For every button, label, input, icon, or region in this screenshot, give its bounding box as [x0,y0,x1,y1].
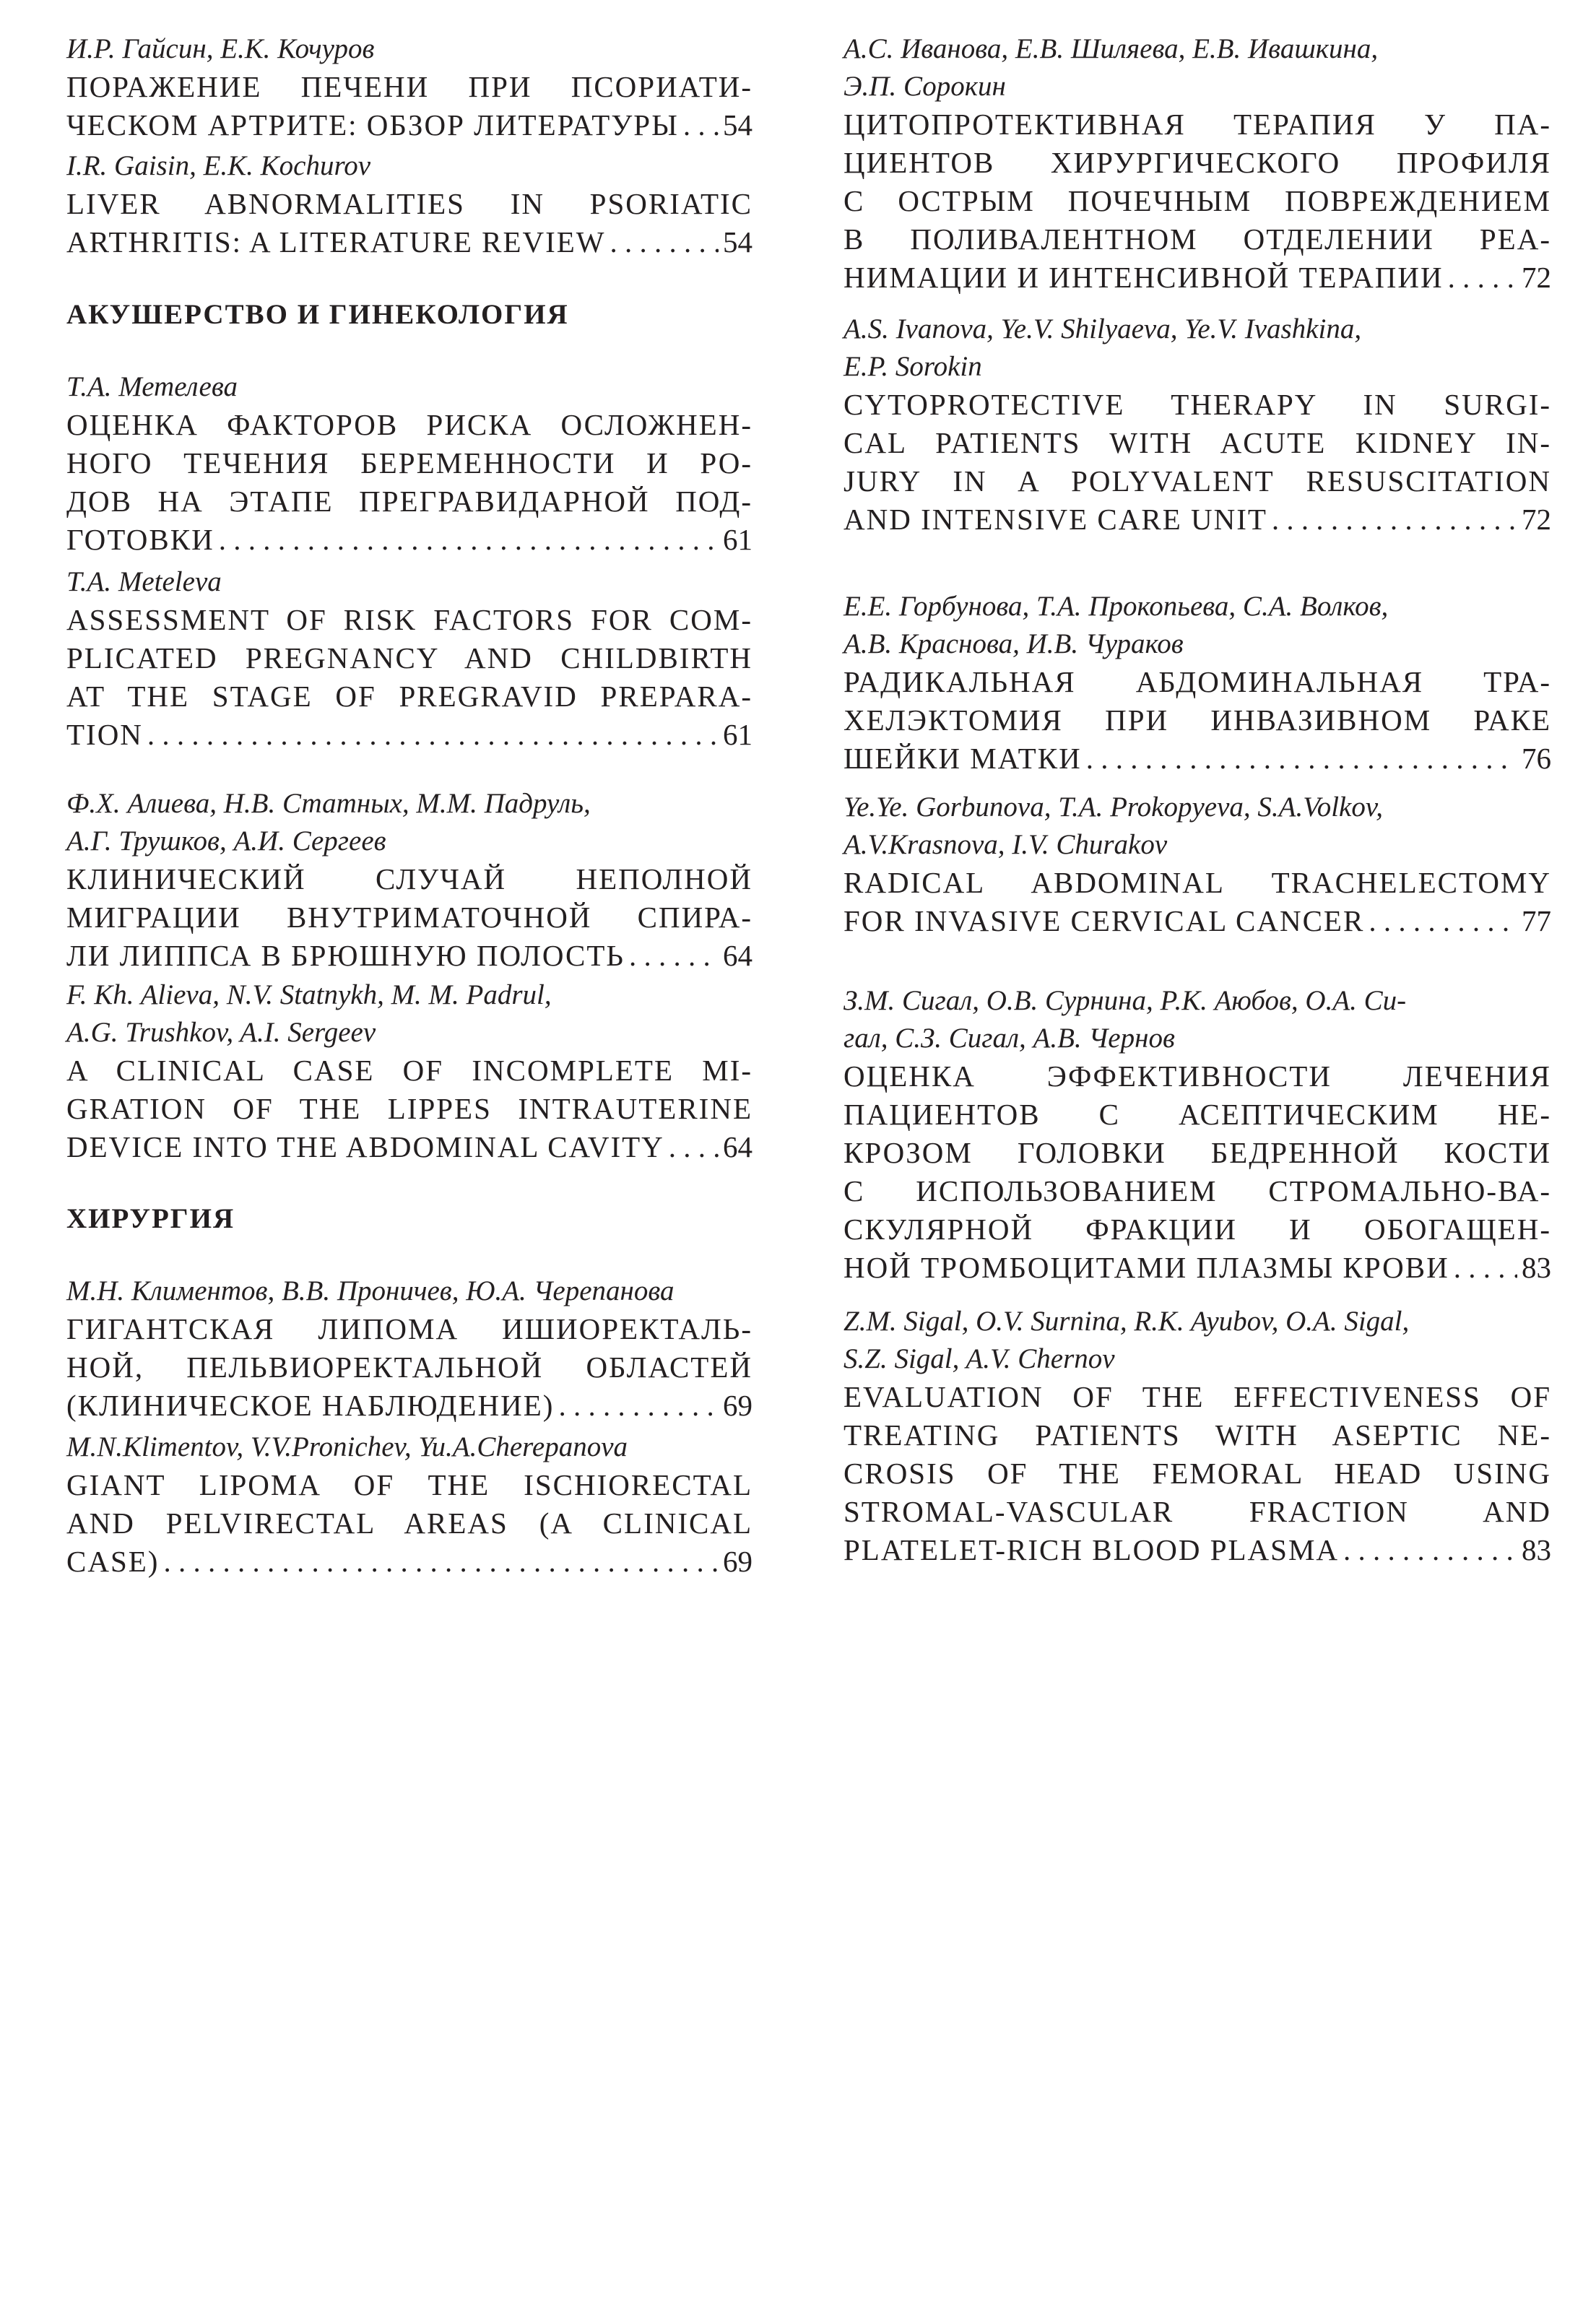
title-line-text: FOR INVASIVE CERVICAL CANCER [843,904,1365,937]
title-line: AT THE STAGE OF PREGRAVID PREPARA- [66,680,753,713]
title-line: МИГРАЦИИ ВНУТРИМАТОЧНОЙ СПИРА- [66,901,753,934]
dot-leader [1086,740,1517,778]
authors-line: М.Н. Климентов, В.В. Проничев, Ю.А. Черепанова [66,1275,675,1306]
entry-title [843,1057,1551,1287]
page-number[interactable]: 61 [723,718,753,751]
title-line [843,259,1551,297]
entry-authors [66,30,753,68]
title-line-text: НИМАЦИИ И ИНТЕНСИВНОЙ ТЕРАПИИ [843,261,1444,294]
authors-line: S.Z. Sigal, A.V. Chernov [843,1343,1115,1374]
title-line: СКУЛЯРНОЙ ФРАКЦИИ И ОБОГАЩЕН- [843,1213,1551,1246]
title-line: ХЕЛЭКТОМИЯ ПРИ ИНВАЗИВНОМ РАКЕ [843,703,1551,737]
entry-authors [843,311,1551,386]
authors-line: A.S. Ivanova, Ye.V. Shilyaeva, Ye.V. Ivashkina, [843,313,1362,344]
dot-leader [1343,1531,1517,1569]
title-line [66,1543,753,1581]
entry-title [66,1466,753,1581]
title-line-text: DEVICE INTO THE ABDOMINAL CAVITY [66,1130,664,1163]
title-line [843,1531,1551,1569]
title-line: TREATING PATIENTS WITH ASEPTIC NE- [843,1418,1551,1452]
title-line [843,500,1551,539]
entry-authors [843,588,1551,663]
title-line: ДОВ НА ЭТАПЕ ПРЕГРАВИДАРНОЙ ПОД- [66,485,753,518]
dot-leader [683,106,719,144]
toc-entry-right-entry6-en[interactable] [843,789,1551,940]
page-number[interactable]: 83 [1522,1251,1551,1284]
authors-line: Т.А. Метелева [66,371,238,402]
title-line: РАДИКАЛЬНАЯ АБДОМИНАЛЬНАЯ ТРА- [843,665,1551,698]
title-line: JURY IN A POLYVALENT RESUSCITATION [843,464,1551,498]
title-line-text: ЧЕСКОМ АРТРИТЕ: ОБЗОР ЛИТЕРАТУРЫ [66,108,679,142]
title-line [66,521,753,559]
toc-entry-left-entry2[interactable] [66,368,753,559]
title-line: ПАЦИЕНТОВ С АСЕПТИЧЕСКИМ НЕ- [843,1098,1551,1131]
title-line: С ИСПОЛЬЗОВАНИЕМ СТРОМАЛЬНО-ВА- [843,1174,1551,1207]
title-line: CAL PATIENTS WITH ACUTE KIDNEY IN- [843,426,1551,459]
entry-title [66,601,753,754]
section-heading-surgery: ХИРУРГИЯ [66,1203,235,1234]
title-line: EVALUATION OF THE EFFECTIVENESS OF [843,1380,1551,1413]
title-line: A CLINICAL CASE OF INCOMPLETE MI- [66,1054,753,1087]
title-line: CYTOPROTECTIVE THERAPY IN SURGI- [843,388,1551,421]
toc-entry-right-entry7[interactable] [843,982,1551,1287]
page-number[interactable]: 61 [723,523,753,556]
title-line: ГИГАНТСКАЯ ЛИПОМА ИШИОРЕКТАЛЬ- [66,1312,753,1345]
authors-line: А.В. Краснова, И.В. Чураков [843,628,1184,659]
page-number[interactable]: 72 [1522,503,1551,536]
title-line: ОЦЕНКА ЭФФЕКТИВНОСТИ ЛЕЧЕНИЯ [843,1059,1551,1093]
toc-entry-right-entry5-en[interactable] [843,311,1551,539]
entry-title [66,68,753,144]
authors-line: T.A. Meteleva [66,566,222,597]
dot-leader [1369,902,1517,940]
title-line-text: AND INTENSIVE CARE UNIT [843,503,1267,536]
authors-line: A.V.Krasnova, I.V. Churakov [843,829,1168,860]
title-line: С ОСТРЫМ ПОЧЕЧНЫМ ПОВРЕЖДЕНИЕМ [843,184,1551,217]
page-number[interactable]: 69 [723,1545,753,1578]
dot-leader [163,1543,719,1581]
title-line: ПОРАЖЕНИЕ ПЕЧЕНИ ПРИ ПСОРИАТИ- [66,70,753,103]
title-line [843,1249,1551,1287]
dot-leader [558,1387,719,1425]
entry-title [843,105,1551,297]
toc-entry-left-entry3-en[interactable] [66,976,753,1166]
page-number[interactable]: 54 [723,108,753,142]
dot-leader [147,716,719,754]
toc-entry-right-entry7-en[interactable] [843,1303,1551,1569]
entry-title [843,1378,1551,1569]
title-line [66,106,753,144]
title-line-text: ГОТОВКИ [66,523,214,556]
dot-leader [669,1128,719,1166]
authors-line: Э.П. Сорокин [843,71,1006,102]
authors-line: Ye.Ye. Gorbunova, T.A. Prokopyeva, S.A.Volkov, [843,792,1384,823]
page-number[interactable]: 77 [1522,904,1551,937]
entry-title [843,663,1551,778]
title-line: GRATION OF THE LIPPES INTRAUTERINE [66,1092,753,1125]
title-line-text: ARTHRITIS: A LITERATURE REVIEW [66,225,606,259]
entry-authors [66,976,753,1052]
authors-line: E.P. Sorokin [843,351,982,382]
entry-title [66,1310,753,1425]
title-line: STROMAL-VASCULAR FRACTION AND [843,1495,1551,1528]
title-line-text: ШЕЙКИ МАТКИ [843,742,1082,775]
toc-entry-left-entry2-en[interactable] [66,563,753,754]
title-line: КРОЗОМ ГОЛОВКИ БЕДРЕННОЙ КОСТИ [843,1136,1551,1169]
toc-entry-left-entry1-en[interactable] [66,147,753,261]
authors-line: Е.Е. Горбунова, Т.А. Прокопьева, С.А. Волков, [843,591,1389,622]
authors-line: А.С. Иванова, Е.В. Шиляева, Е.В. Ивашкина, [843,33,1379,64]
authors-line: Z.M. Sigal, O.V. Surnina, R.K. Ayubov, O.A. Sigal, [843,1306,1410,1337]
title-line-text: НОЙ ТРОМБОЦИТАМИ ПЛАЗМЫ КРОВИ [843,1251,1449,1284]
authors-line: M.N.Klimentov, V.V.Pronichev, Yu.A.Cherepanova [66,1431,628,1462]
title-line [66,937,753,975]
page-number[interactable]: 64 [723,1130,753,1163]
title-line: AND PELVIRECTAL AREAS (A CLINICAL [66,1506,753,1540]
dot-leader [1454,1249,1517,1287]
toc-entry-left-entry3[interactable] [66,785,753,975]
title-line: RADICAL ABDOMINAL TRACHELECTOMY [843,866,1551,899]
title-line [66,223,753,261]
title-line: GIANT LIPOMA OF THE ISCHIORECTAL [66,1468,753,1501]
authors-line: И.Р. Гайсин, Е.К. Кочуров [66,33,375,64]
title-line: LIVER ABNORMALITIES IN PSORIATIC [66,187,753,220]
entry-authors [66,147,753,185]
dot-leader [610,223,719,261]
authors-line: I.R. Gaisin, E.K. Kochurov [66,150,371,181]
page-number[interactable]: 83 [1522,1533,1551,1566]
title-line: КЛИНИЧЕСКИЙ СЛУЧАЙ НЕПОЛНОЙ [66,862,753,896]
title-line [843,902,1551,940]
authors-line: А.Г. Трушков, А.И. Сергеев [66,825,386,857]
title-line: НОГО ТЕЧЕНИЯ БЕРЕМЕННОСТИ И РО- [66,446,753,480]
title-line [66,716,753,754]
page-number[interactable]: 76 [1522,742,1551,775]
title-line: В ПОЛИВАЛЕНТНОМ ОТДЕЛЕНИИ РЕА- [843,222,1551,256]
title-line: PLICATED PREGNANCY AND CHILDBIRTH [66,641,753,675]
entry-authors [843,789,1551,864]
page-number[interactable]: 54 [723,225,753,259]
authors-line: A.G. Trushkov, A.I. Sergeev [66,1017,376,1048]
title-line [843,740,1551,778]
title-line: ЦИТОПРОТЕКТИВНАЯ ТЕРАПИЯ У ПА- [843,108,1551,141]
entry-authors [843,982,1551,1057]
page-number[interactable]: 64 [723,939,753,972]
dot-leader [1272,500,1517,539]
entry-authors [843,1303,1551,1378]
entry-title [66,860,753,975]
entry-authors [66,368,753,406]
title-line-text: TION [66,718,143,751]
authors-line: гал, С.З. Сигал, А.В. Чернов [843,1023,1175,1054]
entry-authors [66,563,753,601]
toc-entry-left-entry4-en[interactable] [66,1428,753,1581]
page-number[interactable]: 72 [1522,261,1551,294]
authors-line: Ф.Х. Алиева, Н.В. Статных, М.М. Падруль, [66,788,591,819]
entry-title [843,386,1551,539]
entry-title [66,406,753,559]
entry-authors [66,1428,753,1466]
title-line-text: ЛИ ЛИППСА В БРЮШНУЮ ПОЛОСТЬ [66,939,625,972]
toc-entry-right-entry5[interactable] [843,30,1551,297]
title-line-text: (КЛИНИЧЕСКОЕ НАБЛЮДЕНИЕ) [66,1389,555,1422]
title-line-text: PLATELET-RICH BLOOD PLASMA [843,1533,1340,1566]
section-heading-obstetrics: АКУШЕРСТВО И ГИНЕКОЛОГИЯ [66,299,569,330]
toc-entry-left-entry1[interactable] [66,30,753,144]
title-line: ОЦЕНКА ФАКТОРОВ РИСКА ОСЛОЖНЕН- [66,408,753,441]
dot-leader [1448,259,1517,297]
dot-leader [219,521,719,559]
toc-entry-right-entry6[interactable] [843,588,1551,778]
title-line: ASSESSMENT OF RISK FACTORS FOR COM- [66,603,753,636]
toc-entry-left-entry4[interactable] [66,1272,753,1425]
title-line: НОЙ, ПЕЛЬВИОРЕКТАЛЬНОЙ ОБЛАСТЕЙ [66,1350,753,1384]
page-number[interactable]: 69 [723,1389,753,1422]
entry-authors [66,785,753,860]
entry-authors [843,30,1551,105]
authors-line: З.М. Сигал, О.В. Сурнина, Р.К. Аюбов, О.А. Си- [843,985,1407,1016]
dot-leader [629,937,719,975]
entry-authors [66,1272,753,1310]
title-line [66,1387,753,1425]
title-line-text: CASE) [66,1545,160,1578]
entry-title [66,1052,753,1166]
title-line: ЦИЕНТОВ ХИРУРГИЧЕСКОГО ПРОФИЛЯ [843,146,1551,179]
title-line [66,1128,753,1166]
title-line: CROSIS OF THE FEMORAL HEAD USING [843,1457,1551,1490]
authors-line: F. Kh. Alieva, N.V. Statnykh, M. M. Padrul, [66,979,552,1010]
entry-title [843,864,1551,940]
entry-title [66,185,753,261]
